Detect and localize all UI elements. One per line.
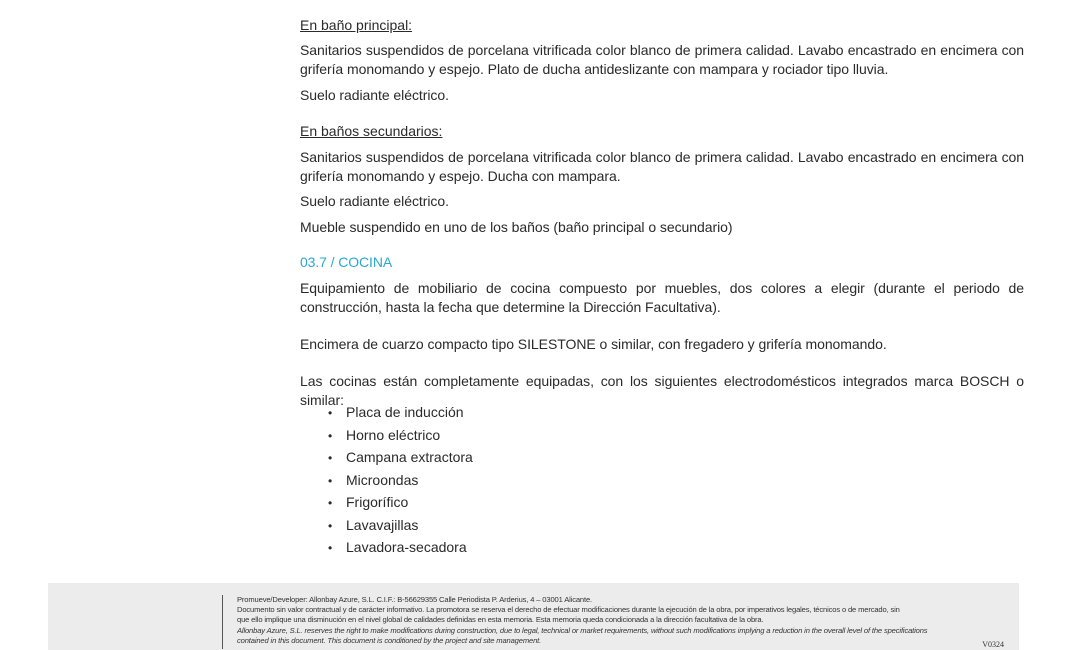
list-item <box>328 536 473 559</box>
bullet-icon: • <box>328 406 333 420</box>
list-item-label: Lavavajillas <box>346 516 419 533</box>
paragraph-cocina-encimera: Encimera de cuarzo compacto tipo SILESTONE o similar, con fregadero y grifería monomando. <box>300 336 887 352</box>
bullet-icon: • <box>328 541 333 555</box>
list-item <box>328 424 473 447</box>
footer-divider <box>222 595 223 649</box>
list-item-label: Lavadora-secadora <box>346 539 467 555</box>
footer-legal-text <box>237 595 1001 646</box>
paragraph-banos-secundarios-sanitarios: Sanitarios suspendidos de porcelana vitrificada color blanco de primera calidad. Lavabo encastrado en encimera con grifería monomando y espejo. Ducha con mampara. <box>300 149 1024 184</box>
list-item <box>328 491 473 514</box>
list-item <box>328 469 473 492</box>
list-item-label: Placa de inducción <box>346 404 464 420</box>
list-item-label: Microondas <box>346 471 419 488</box>
paragraph-cocina-electrodomesticos: Las cocinas están completamente equipadas, con los siguientes electrodomésticos integrados marca BOSCH o similar: <box>300 373 1024 408</box>
bullet-icon: • <box>328 428 333 443</box>
footer-disclaimer-en-line-1: Allonbay Azure, S.L. reserves the right to make modifications during construction, due to legal, technical or market requirements, without such modifications implying a reduction in the overall level of the specifications <box>237 625 928 635</box>
paragraph-banos-secundarios-suelo: Suelo radiante eléctrico. <box>300 193 449 209</box>
footer-disclaimer-en-line-2: contained in this document. This document is conditioned by the project and site management. <box>237 635 542 645</box>
section-title-cocina: 03.7 / COCINA <box>300 254 393 270</box>
paragraph-bano-principal-suelo: Suelo radiante eléctrico. <box>300 87 449 103</box>
bullet-icon: • <box>328 496 333 510</box>
paragraph-mueble-suspendido: Mueble suspendido en uno de los baños (baño principal o secundario) <box>300 219 733 235</box>
paragraph-cocina-mobiliario: Equipamiento de mobiliario de cocina compuesto por muebles, dos colores a elegir (durante el periodo de construcción, hasta la fecha que determine la Dirección Facultativa). <box>300 280 1024 315</box>
list-item-label: Frigorífico <box>346 494 409 510</box>
page-footer <box>48 583 1019 650</box>
footer-developer-line: Promueve/Developer: Allonbay Azure, S.L. C.I.F.: B-56629355 Calle Periodista P. Arderius, 4 – 03001 Alicante. <box>237 595 592 604</box>
bullet-icon: • <box>328 518 333 533</box>
subtitle-banos-secundarios: En baños secundarios: <box>300 123 443 139</box>
list-item <box>328 401 473 424</box>
appliance-list <box>328 401 473 559</box>
list-item <box>328 514 473 537</box>
footer-disclaimer-line-2: que ello implique una disminución en el nivel global de calidades definidas en esta memoria. Esta memoria queda condicionada a la dirección facultativa de la obra. <box>237 615 764 625</box>
list-item <box>328 446 473 469</box>
footer-disclaimer-line-1: Documento sin valor contractual y de carácter informativo. La promotora se reserva el derecho de efectuar modificaciones durante la ejecución de la obra, por imperativos legales, técnicos o de mercado, sin <box>237 605 900 615</box>
bullet-icon: • <box>328 473 333 488</box>
document-version: V0324 <box>982 640 1004 649</box>
subtitle-bano-principal: En baño principal: <box>300 17 413 33</box>
bullet-icon: • <box>328 451 333 465</box>
paragraph-bano-principal-sanitarios: Sanitarios suspendidos de porcelana vitrificada color blanco de primera calidad. Lavabo encastrado en encimera con grifería monomando y espejo. Plato de ducha antideslizante con mampara y rociador tipo lluvia. <box>300 42 1024 77</box>
list-item-label: Campana extractora <box>346 449 473 465</box>
list-item-label: Horno eléctrico <box>346 426 441 443</box>
